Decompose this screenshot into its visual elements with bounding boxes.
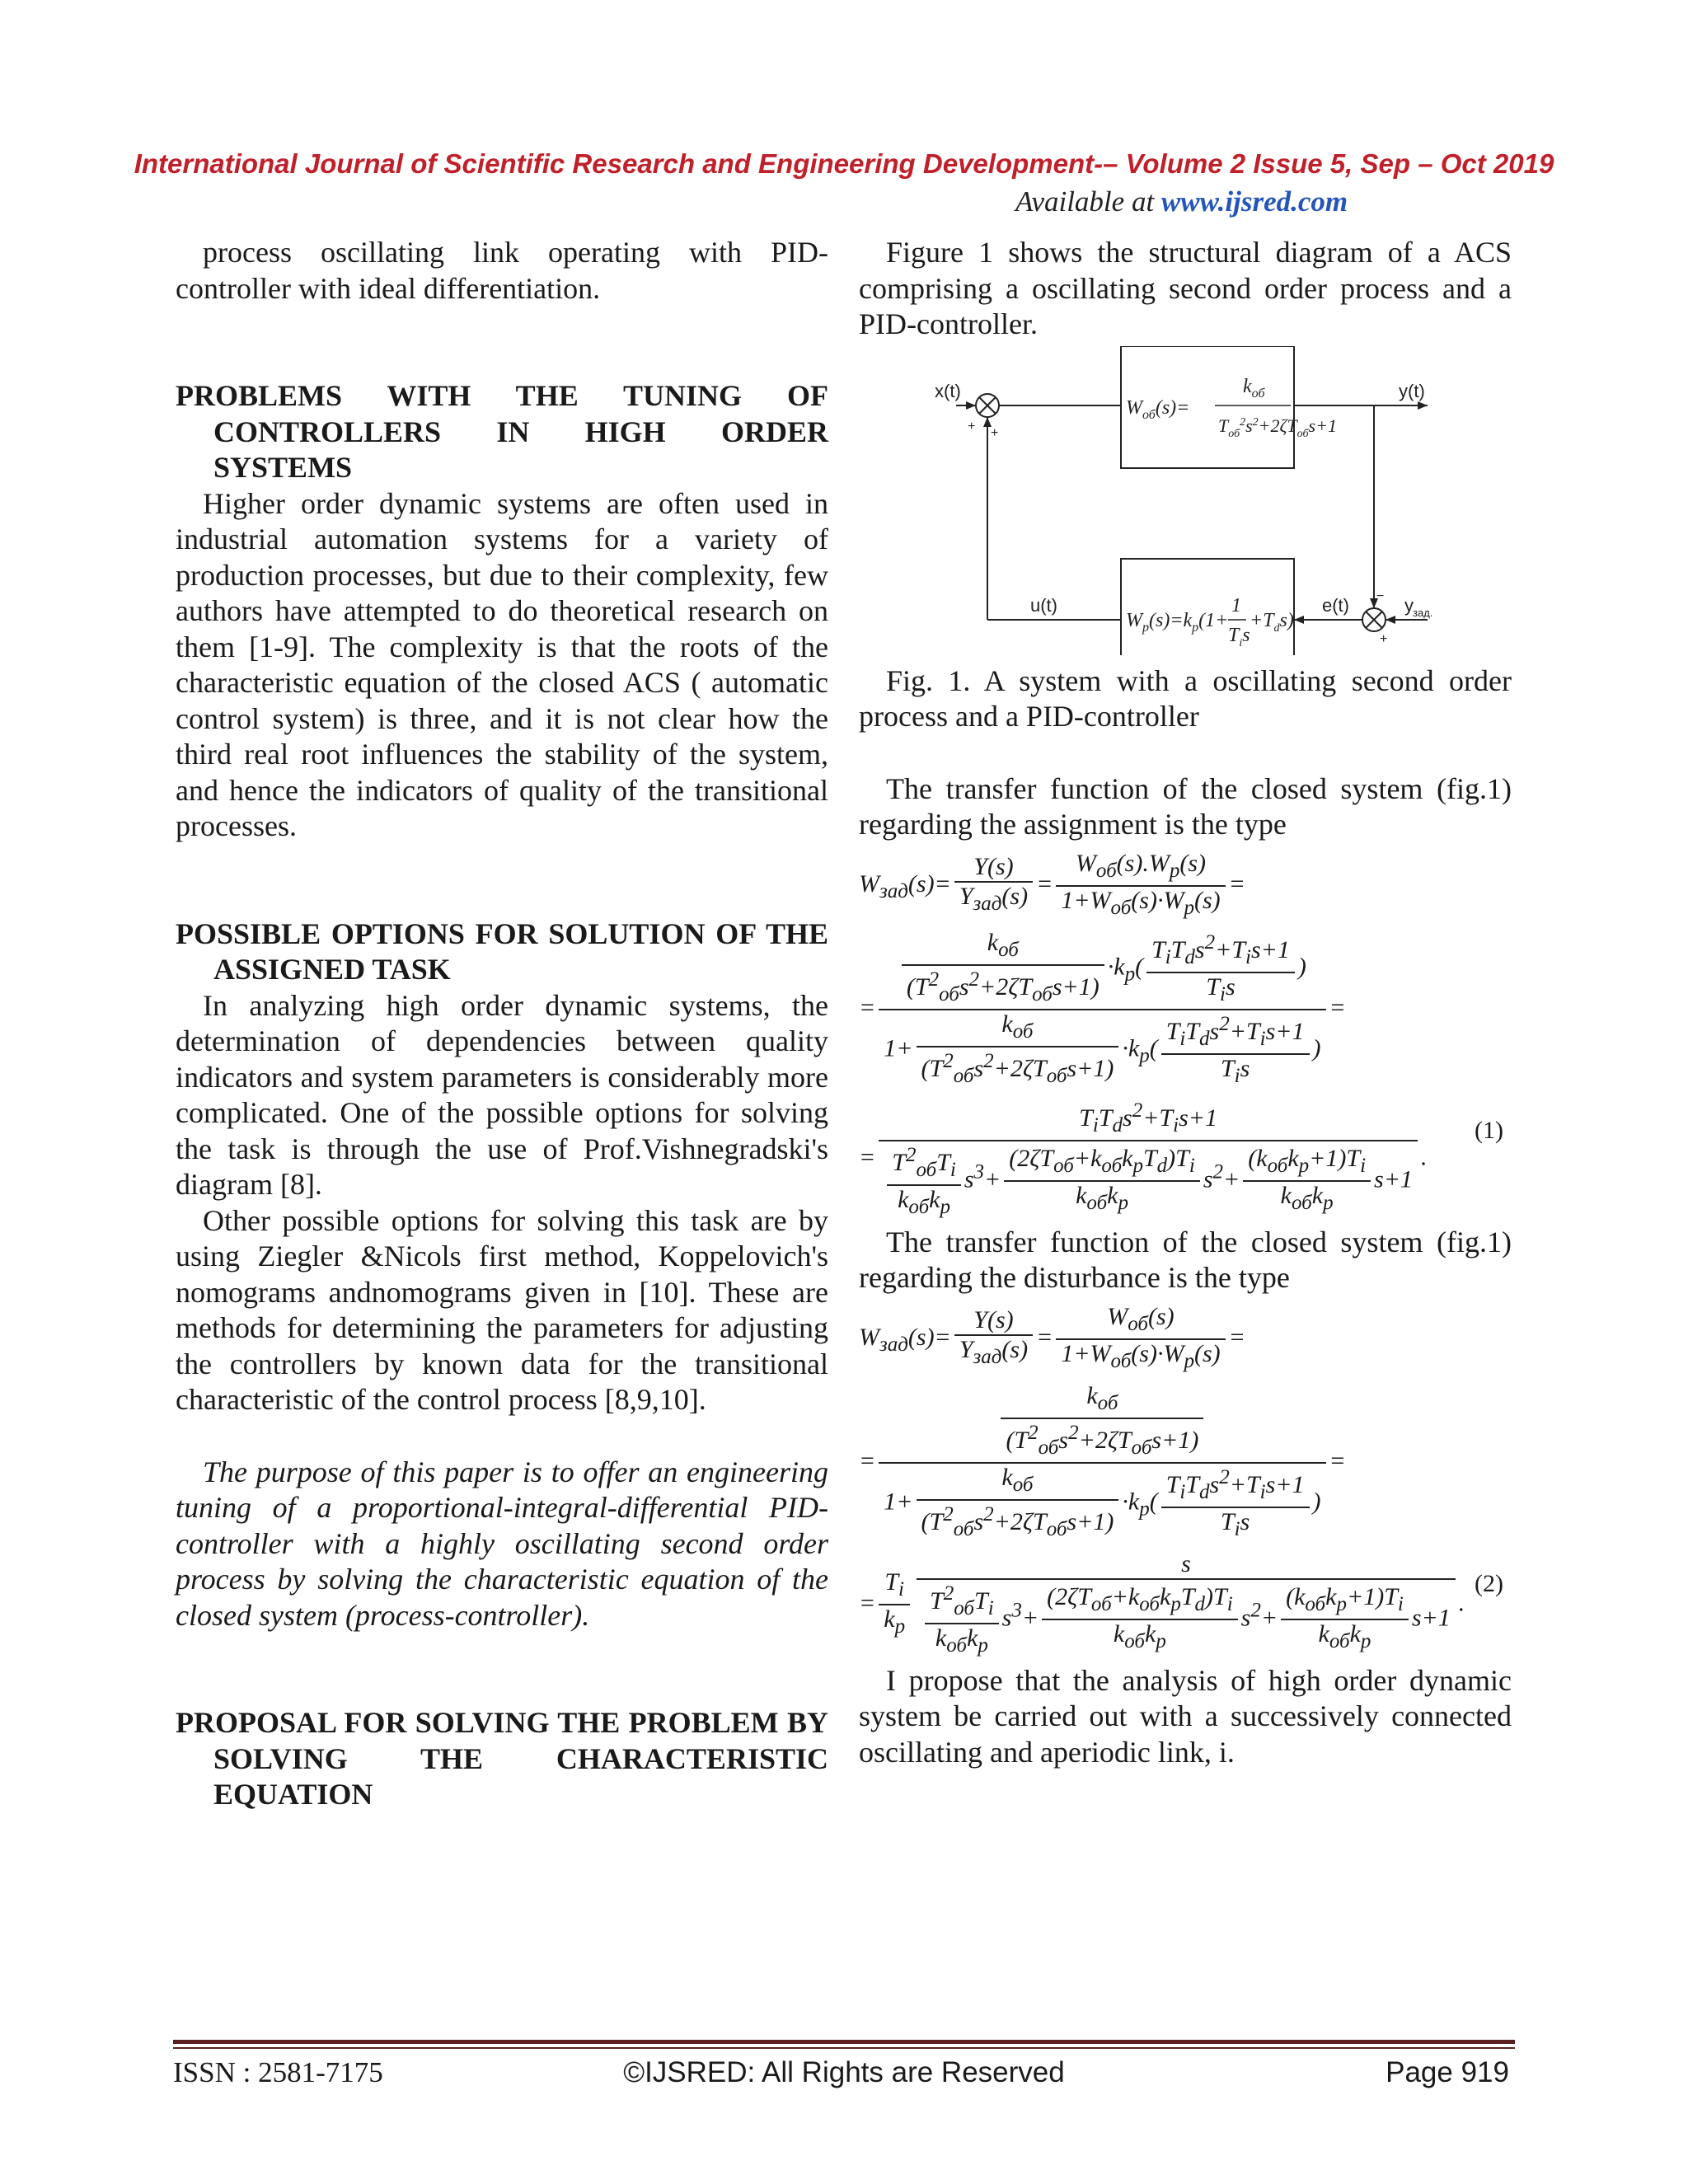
block-diagram-svg (859, 346, 1512, 655)
section-heading-proposal: PROPOSAL FOR SOLVING THE PROBLEM BY SOLVING THE CHARACTERISTIC EQUATION (176, 1706, 828, 1811)
proposal-paragraph: I propose that the analysis of high order dynamic system be carried out with a successively connected oscillating and aperiodic link, i. (859, 1663, 1512, 1769)
disturbance-paragraph: The transfer function of the closed system (fig.1) regarding the disturbance is the type (859, 1225, 1512, 1294)
left-column (176, 235, 828, 1813)
yzad-label: y (1404, 594, 1414, 616)
section-heading-problems: PROBLEMS WITH THE TUNING OF CONTROLLERS IN HIGH ORDER SYSTEMS (176, 379, 828, 484)
process-tf-num: $k_{об}$ (1243, 375, 1265, 401)
footer-rule-thin (173, 2047, 1515, 2049)
minus-sign: − (1376, 588, 1385, 603)
e-signal-label: e(t) (1322, 594, 1349, 616)
intro-paragraph: process oscillating link operating with PID-controller with ideal differentiation. (176, 236, 828, 305)
plus-sign-3: + (1380, 631, 1388, 646)
purpose-paragraph: The purpose of this paper is to offer an engineering tuning of a proportional-integral-differential PID-controller with a highly oscillating second order process by solving the characteristic equation of the closed system (process-controller). (176, 1455, 828, 1632)
process-tf-den: $T_{об}^2s^2+2\zeta T_{об}s+1$ (1218, 415, 1337, 440)
u-signal-label: u(t) (1030, 594, 1057, 616)
availability-line (1015, 185, 1348, 218)
footer-page-number: Page 919 (1386, 2056, 1509, 2088)
svg-text:1: 1 (1231, 594, 1241, 616)
svg-text:Tis: $T_is$ (1228, 624, 1250, 649)
paragraph-options-2: Other possible options for solving this task are by using Ziegler &Nicols first method, Koppelovich's nomograms andnomograms given in [10]. These are methods for determining the parameters for adjusting the controllers by known data for the transitional characteristic of the control process [8,9,10]. (176, 1203, 828, 1416)
process-tf-lhs: $W_{об}(s)=$ (1126, 396, 1190, 422)
paragraph-options-1: In analyzing high order dynamic systems, the determination of dependencies between quality indicators and system parameters is considerably more complicated. One of the possible options for solving the task is through the use of Prof.Vishnegradski's diagram [8]. (176, 988, 828, 1201)
structural-diagram (859, 346, 1512, 655)
footer-issn: ISSN : 2581-7175 (173, 2056, 383, 2088)
figure-intro-paragraph: Figure 1 shows the structural diagram of a ACS comprising a oscillating second order process and a PID-controller. (859, 236, 1512, 340)
yzad-sub-label: зад. (1413, 606, 1433, 619)
plus-sign-2: + (991, 425, 999, 440)
equation-2-number: (2) (1475, 1569, 1503, 1597)
x-signal-label: x(t) (935, 380, 961, 401)
svg-text:+Tds): $+T_ds$) (1250, 609, 1294, 635)
paragraph-problems: Higher order dynamic systems are often used in industrial automation systems for a variety of production processes, but due to their complexity, few authors have attempted to do theoretical research on them [1-9]. The complexity is that the roots of the characteristic equation of the closed ACS ( automatic control system) is three, and it is not clear how the third real root influences the stability of the system, and hence the indicators of quality of the transitional processes. (176, 486, 828, 842)
section-heading-options: POSSIBLE OPTIONS FOR SOLUTION OF THE ASSIGNED TASK (176, 916, 828, 986)
equation-1: $W_{зад}(s)=$ $\frac{Y(s)}{Y_{зад}(s)}$ = $\frac{W_{об}(s).W_p(s)}{1+W_{об}(s)\cdot W_p(s)}$ = = $\frac{k_{об}}{(T^2_{об}s^2+2\zeta T_{об}s+1)}$ $\cdot k_p$( $\frac{T_iT_ds^2+T_is+1}{T_is}$ ) 1+ $\frac{k_{об}}{(T^2_{об}s^2+2\zeta T_{об}s+1)}$ $\cdot k_p$( $\frac{T_iT_ds^2+T_is+1}{T_is}$ ) = = $T_iT_ds^2+T_is+1$ $\frac{T^2_{об}T_i}{k_{об}k_p}$ $s^3+$ $\frac{(2\zeta T_{об}+k_{об}k_pT_d)T_i}{k_{об}k_p}$ $s^2+$ $\frac{(k_{об}k_p+1)T_i}{k_{об}k_p}$ s+1 . (1) (859, 849, 1503, 1218)
footer-rights: ©IJSRED: All Rights are Reserved (623, 2056, 1065, 2088)
assignment-paragraph: The transfer function of the closed system (fig.1) regarding the assignment is the type (859, 771, 1512, 841)
figure-caption: Fig. 1. A system with a oscillating second order process and a PID-controller (859, 663, 1512, 733)
controller-tf: $W_p(s)=k_p(1+$ (1126, 609, 1229, 635)
footer-rule-thick (173, 2040, 1515, 2044)
equation-2: $W_{зад}(s)=$ $\frac{Y(s)}{Y_{зад}(s)}$ = $\frac{W_{об}(s)}{1+W_{об}(s)\cdot W_p(s)}$ = = $\frac{k_{об}}{(T^2_{об}s^2+2\zeta T_{об}s+1)}$ 1+ $\frac{k_{об}}{(T^2_{об}s^2+2\zeta T_{об}s+1)}$ $\cdot k_p$( $\frac{T_iT_ds^2+T_is+1}{T_is}$ ) = = $\frac{T_i}{k_p}$ s $\frac{T^2_{об}T_i}{k_{об}k_p}$ $s^3+$ $\frac{(2\zeta T_{об}+k_{об}k_pT_d)T_i}{k_{об}k_p}$ $s^2+$ $\frac{(k_{об}k_p+1)T_i}{k_{об}k_p}$ s+1 . (2) (859, 1302, 1503, 1657)
journal-url-link[interactable]: www.ijsred.com (1160, 185, 1348, 218)
y-signal-label: y(t) (1399, 380, 1425, 401)
journal-header: International Journal of Scientific Research and Engineering Development-– Volume 2 Issue 5, Sep – Oct 2019 (134, 148, 1554, 179)
available-prefix: Available at (1015, 185, 1161, 218)
equation-1-number: (1) (1475, 1116, 1503, 1144)
right-column (859, 235, 1512, 1770)
plus-sign-1: + (968, 419, 976, 434)
